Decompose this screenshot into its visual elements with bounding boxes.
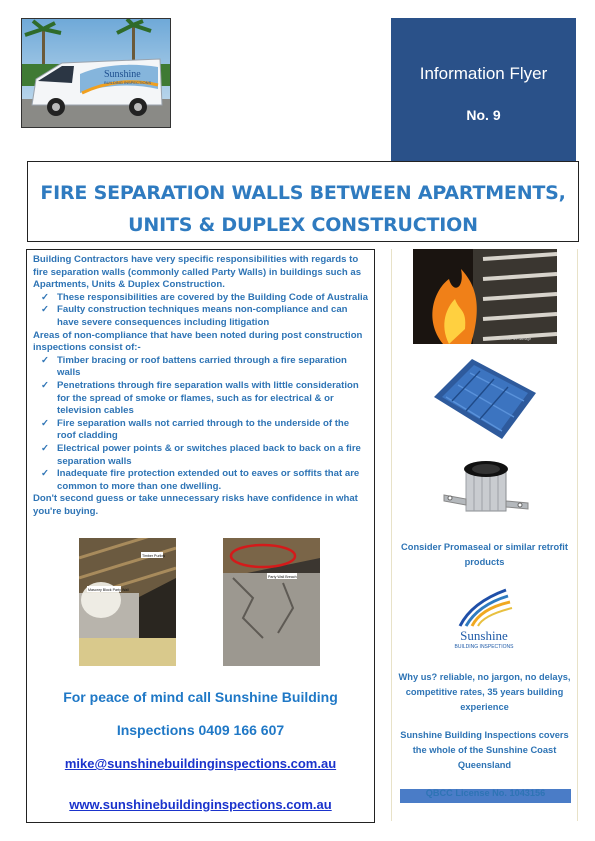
list-item: ✓ Inadequate fire protection extended out to eaves or soffits that are common to more than one dwelling. xyxy=(41,468,360,492)
van-photo xyxy=(21,18,171,128)
fire-caption: Timber fire damage xyxy=(501,337,532,341)
consider-promaseal: Consider Promaseal or similar retrofit products xyxy=(401,542,568,567)
photo1-tag: Timber Purlins xyxy=(142,554,166,558)
checkmark-icon: ✓ xyxy=(41,468,50,480)
list-item: ✓ Penetrations through fire separation walls with little consideration for the spread of smoke or flames, such as for electrical & or television cables xyxy=(41,379,359,417)
cta-line-2: Inspections 0409 166 607 xyxy=(116,722,285,738)
checkmark-icon: ✓ xyxy=(41,291,50,303)
logo-text: Sunshine xyxy=(460,628,508,643)
photo1-label: Masonry Block Party Wall xyxy=(88,588,129,592)
list-item: ✓ Faulty construction techniques means non-compliance and can have severe consequences including litigation xyxy=(41,304,348,328)
fire-collar-product-image xyxy=(440,449,532,529)
flyer-badge xyxy=(391,18,576,161)
flyer-number: No. 9 xyxy=(466,107,501,123)
side-column xyxy=(391,249,578,821)
checkmark-icon: ✓ xyxy=(41,354,50,366)
van-logo-sub: BUILDING INSPECTIONS xyxy=(104,80,152,85)
wall-breach-photo xyxy=(223,538,320,666)
areas-intro: Areas of non-compliance that have been noted during post construction inspections consist of:- xyxy=(33,329,363,354)
checkmark-icon: ✓ xyxy=(41,442,50,454)
main-content xyxy=(26,249,375,823)
fire-photo xyxy=(413,249,557,344)
checkmark-icon: ✓ xyxy=(41,379,50,391)
checkmark-icon: ✓ xyxy=(41,417,50,429)
cta-line-1: For peace of mind call Sunshine Building xyxy=(63,689,338,705)
van-logo-text: Sunshine xyxy=(104,69,141,80)
list-item: ✓ These responsibilities are covered by the Building Code of Australia xyxy=(41,291,368,303)
license-text: QBCC License No. 1043156 xyxy=(425,788,546,798)
closing-paragraph: Don't second guess or take unnecessary risks have confidence in what you're buying. xyxy=(33,493,358,517)
list-item: ✓ Electrical power points & or switches placed back to back on a fire separation walls xyxy=(41,442,361,467)
why-us-text: Why us? reliable, no jargon, no delays, competitive rates, 35 years building experience xyxy=(398,672,571,712)
coverage-text: Sunshine Building Inspections covers the whole of the Sunshine Coast Queensland xyxy=(400,730,569,770)
sunshine-logo xyxy=(444,584,524,654)
fire-wrap-product-image xyxy=(432,357,538,441)
page-title xyxy=(27,161,579,242)
intro-paragraph: Building Contractors have very specific responsibilities with regards to fire separation walls (commonly called Party Walls) in buildings such as Apartments, Units & Duplex Construction. xyxy=(33,254,362,291)
logo-sub: BUILDING INSPECTIONS xyxy=(454,644,514,650)
title-line-1: FIRE SEPARATION WALLS BETWEEN APARTMENTS, xyxy=(40,182,566,204)
photo2-label: Party Wall Breach xyxy=(268,575,297,579)
checkmark-icon: ✓ xyxy=(41,304,50,316)
body-text xyxy=(33,254,369,518)
flyer-title: Information Flyer xyxy=(419,64,548,83)
website-link[interactable]: www.sunshinebuildinginspections.com.au xyxy=(69,797,332,812)
list-item: ✓ Fire separation walls not carried through to the underside of the roof cladding xyxy=(41,417,350,442)
attic-photo xyxy=(79,538,176,666)
title-line-2: UNITS & DUPLEX CONSTRUCTION xyxy=(128,214,478,236)
email-link[interactable]: mike@sunshinebuildinginspections.com.au xyxy=(64,756,337,771)
list-item: ✓ Timber bracing or roof battens carried through a fire separation walls xyxy=(41,354,347,379)
license-bar xyxy=(400,789,571,803)
